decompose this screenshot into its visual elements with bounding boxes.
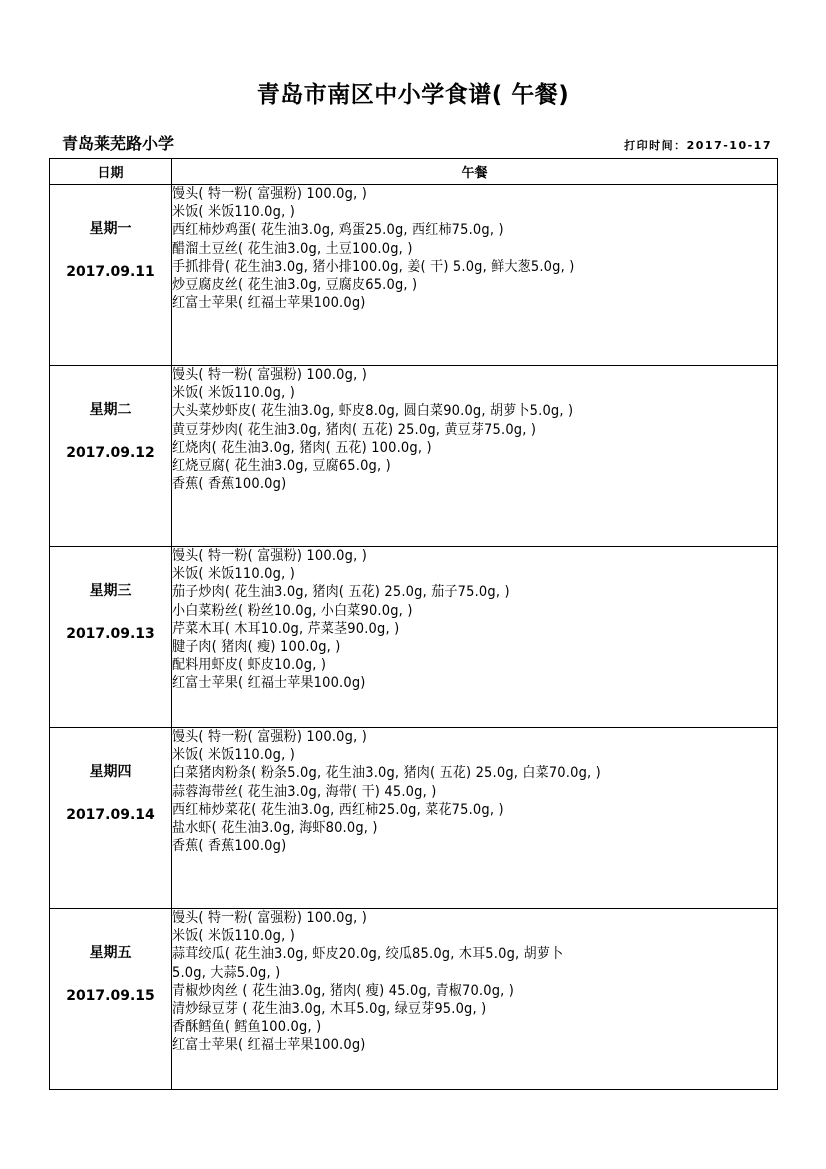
table-row [50,366,778,547]
date-label: 2017.09.15 [66,988,155,1004]
date-label: 2017.09.12 [66,445,155,461]
menu-item: 红富士苹果( 红福士苹果100.0g) [172,1037,366,1054]
weekday-label: 星期一 [89,221,132,237]
table-row [50,728,778,909]
menu-item: 米饭( 米饭110.0g, ) [172,747,295,764]
date-label: 2017.09.13 [66,626,155,642]
menu-table [49,158,778,1090]
menu-item: 红烧肉( 花生油3.0g, 猪肉( 五花) 100.0g, ) [172,439,432,456]
date-cell [50,728,172,909]
menu-item: 炒豆腐皮丝( 花生油3.0g, 豆腐皮65.0g, ) [172,277,418,294]
weekday-label: 星期四 [89,764,132,780]
menu-item: 馒头( 特一粉( 富强粉) 100.0g, ) [172,186,367,202]
menu-item: 茄子炒肉( 花生油3.0g, 猪肉( 五花) 25.0g, 茄子75.0g, ) [172,584,510,601]
menu-item: 香酥鳕鱼( 鳕鱼100.0g, ) [172,1019,322,1036]
column-header-lunch: 午餐 [172,159,778,185]
lunch-cell [172,728,778,909]
date-label: 2017.09.14 [66,807,155,823]
table-header-row [50,159,778,185]
table-row [50,547,778,728]
menu-item: 手抓排骨( 花生油3.0g, 猪小排100.0g, 姜( 干) 5.0g, 鲜大葱5.0g, ) [172,258,575,275]
lunch-cell [172,185,778,366]
weekday-label: 星期五 [89,945,132,961]
menu-item: 盐水虾( 花生油3.0g, 海虾80.0g, ) [172,820,378,837]
weekday-label: 星期三 [89,583,132,599]
menu-item: 西红柿炒菜花( 花生油3.0g, 西红柿25.0g, 菜花75.0g, ) [172,801,504,818]
menu-item: 红烧豆腐( 花生油3.0g, 豆腐65.0g, ) [172,458,391,475]
menu-item: 红富士苹果( 红福士苹果100.0g) [172,295,366,312]
menu-item: 芹菜木耳( 木耳10.0g, 芹菜茎90.0g, ) [172,620,400,637]
menu-item: 5.0g, 大蒜5.0g, ) [172,964,281,981]
menu-item: 配料用虾皮( 虾皮10.0g, ) [172,657,327,674]
menu-item: 小白菜粉丝( 粉丝10.0g, 小白菜90.0g, ) [172,602,413,619]
menu-item: 香蕉( 香蕉100.0g) [172,838,287,855]
menu-item: 米饭( 米饭110.0g, ) [172,566,295,583]
date-label: 2017.09.11 [66,264,155,280]
page-title: 青岛市南区中小学食谱( 午餐) [256,82,570,108]
menu-item: 米饭( 米饭110.0g, ) [172,385,295,402]
lunch-cell [172,366,778,547]
menu-item: 醋溜土豆丝( 花生油3.0g, 土豆100.0g, ) [172,240,413,257]
table-row [50,185,778,366]
date-cell [50,185,172,366]
weekday-label: 星期二 [89,402,132,418]
menu-item: 馒头( 特一粉( 富强粉) 100.0g, ) [172,548,367,564]
menu-item: 馒头( 特一粉( 富强粉) 100.0g, ) [172,729,367,745]
column-header-date: 日期 [50,159,172,185]
menu-item: 米饭( 米饭110.0g, ) [172,204,295,221]
date-cell [50,366,172,547]
menu-item: 黄豆芽炒肉( 花生油3.0g, 猪肉( 五花) 25.0g, 黄豆芽75.0g, ) [172,421,537,438]
menu-item: 香蕉( 香蕉100.0g) [172,476,287,493]
menu-item: 馒头( 特一粉( 富强粉) 100.0g, ) [172,910,367,926]
menu-item: 红富士苹果( 红福士苹果100.0g) [172,675,366,692]
print-time: 打印时间：2017-10-17 [624,139,772,152]
lunch-cell [172,909,778,1090]
menu-item: 蒜蓉海带丝( 花生油3.0g, 海带( 干) 45.0g, ) [172,783,437,800]
menu-item: 米饭( 米饭110.0g, ) [172,928,295,945]
menu-item: 西红柿炒鸡蛋( 花生油3.0g, 鸡蛋25.0g, 西红柿75.0g, ) [172,222,504,239]
menu-item: 腱子肉( 猪肉( 瘦) 100.0g, ) [172,639,341,656]
menu-item: 白菜猪肉粉条( 粉条5.0g, 花生油3.0g, 猪肉( 五花) 25.0g, 白菜70.0g, ) [172,765,601,782]
menu-item: 蒜茸绞瓜( 花生油3.0g, 虾皮20.0g, 绞瓜85.0g, 木耳5.0g, 胡萝卜 [172,946,564,963]
menu-item: 馒头( 特一粉( 富强粉) 100.0g, ) [172,367,367,383]
date-cell [50,909,172,1090]
school-name: 青岛莱芜路小学 [62,134,175,153]
menu-item: 青椒炒肉丝 ( 花生油3.0g, 猪肉( 瘦) 45.0g, 青椒70.0g, ) [172,982,515,999]
date-cell [50,547,172,728]
table-row [50,909,778,1090]
menu-item: 清炒绿豆芽 ( 花生油3.0g, 木耳5.0g, 绿豆芽95.0g, ) [172,1001,487,1018]
menu-item: 大头菜炒虾皮( 花生油3.0g, 虾皮8.0g, 圆白菜90.0g, 胡萝卜5.0g, ) [172,403,574,420]
lunch-cell [172,547,778,728]
menu-body [50,185,778,1090]
